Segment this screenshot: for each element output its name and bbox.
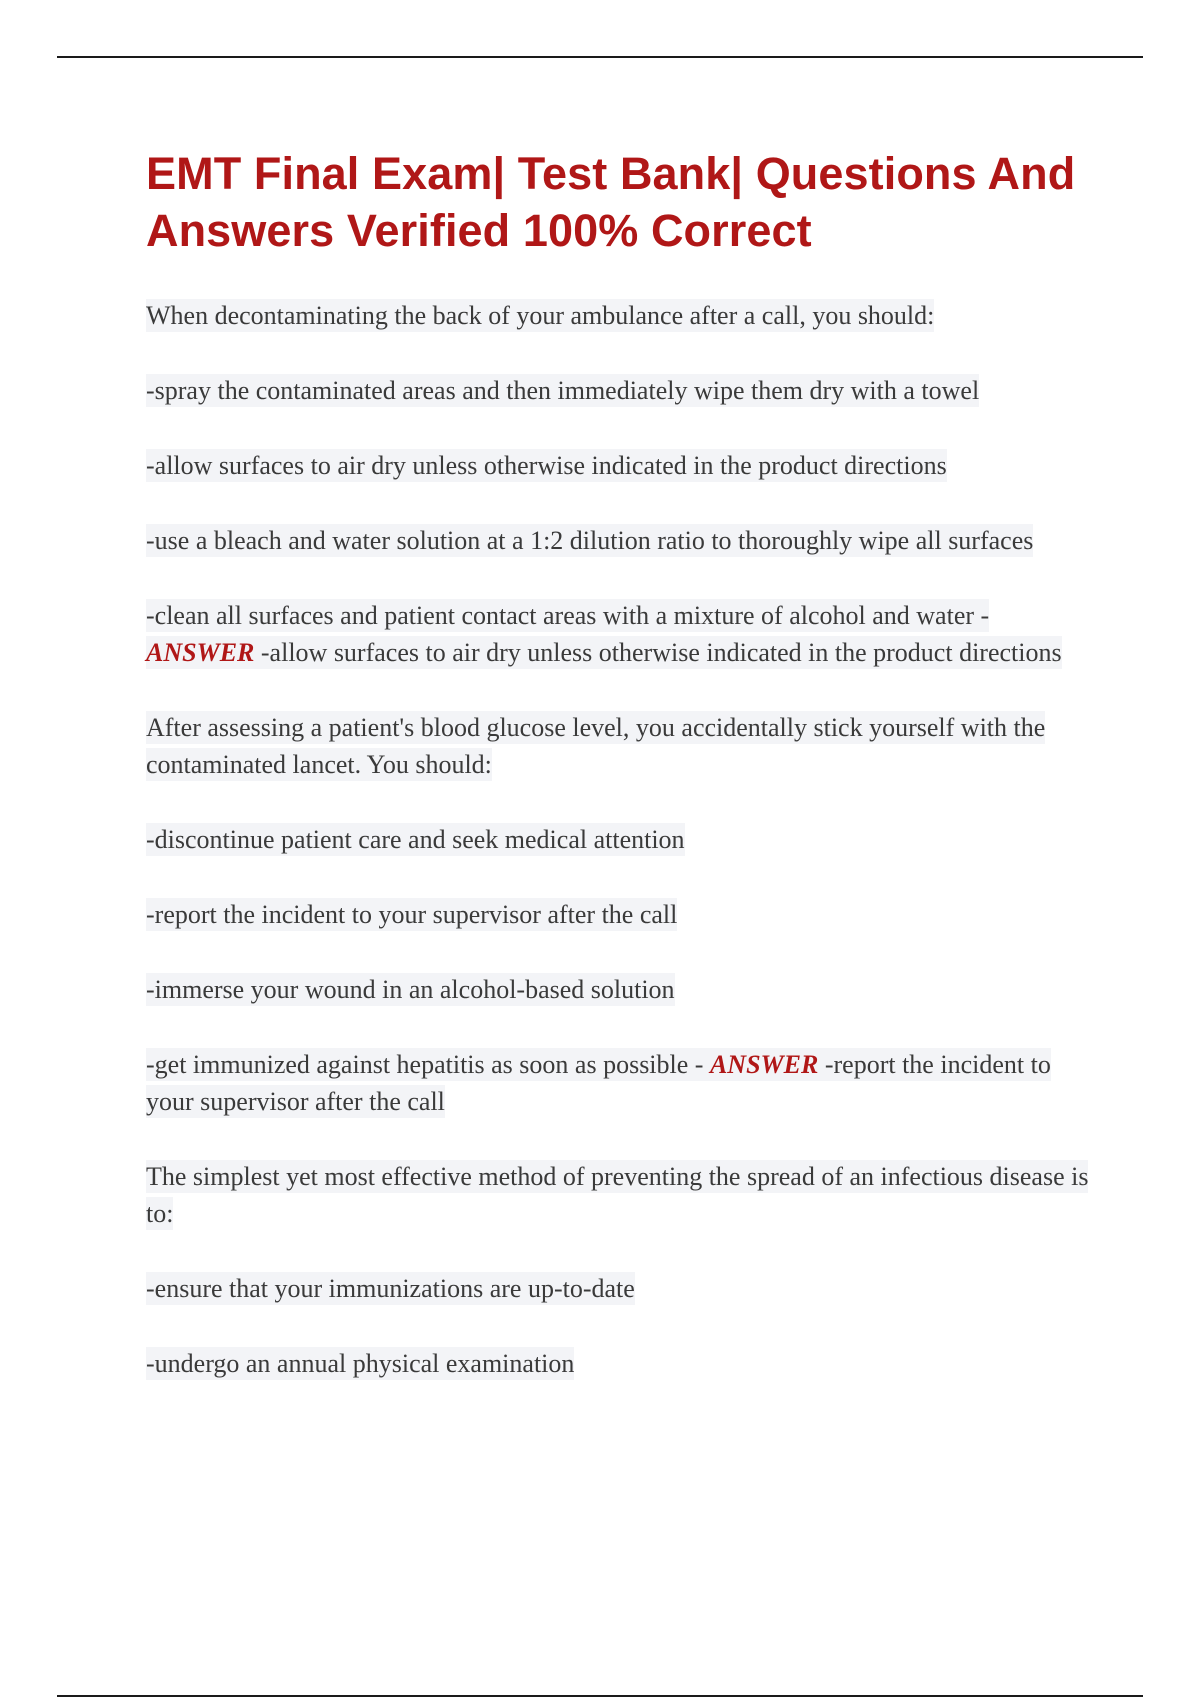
answer-label: ANSWER bbox=[146, 638, 255, 667]
question-3-option-2: -undergo an annual physical examination bbox=[146, 1349, 575, 1378]
document-body bbox=[146, 145, 1096, 1420]
answer-label: ANSWER bbox=[709, 1050, 819, 1079]
question-1-option-4-with-answer bbox=[146, 597, 1096, 671]
question-2-option-3: -immerse your wound in an alcohol-based solution bbox=[146, 975, 675, 1004]
question-2-text: After assessing a patient's blood glucose level, you accidentally stick yourself with the contaminated lancet. You should: bbox=[146, 713, 1046, 779]
question-3-text: The simplest yet most effective method of preventing the spread of an infectious disease is to: bbox=[146, 1162, 1089, 1228]
question-2-option-2: -report the incident to your supervisor after the call bbox=[146, 900, 678, 929]
question-1-text: When decontaminating the back of your ambulance after a call, you should: bbox=[146, 301, 935, 330]
question-2-option-4: -get immunized against hepatitis as soon as possible - bbox=[146, 1050, 704, 1079]
question-1-option-4: -clean all surfaces and patient contact areas with a mixture of alcohol and water - bbox=[146, 601, 990, 630]
bottom-rule bbox=[57, 1695, 1143, 1697]
top-rule bbox=[57, 56, 1143, 58]
question-1 bbox=[146, 297, 1096, 334]
question-1-option-1: -spray the contaminated areas and then immediately wipe them dry with a towel bbox=[146, 376, 980, 405]
question-3-option-1: -ensure that your immunizations are up-to-date bbox=[146, 1274, 635, 1303]
document-title: EMT Final Exam| Test Bank| Questions And Answers Verified 100% Correct bbox=[146, 148, 1076, 256]
question-2-answer: -report the incident to your supervisor after the call bbox=[146, 1050, 1051, 1116]
question-1-answer: -allow surfaces to air dry unless otherwise indicated in the product directions bbox=[260, 638, 1062, 667]
question-1-option-3: -use a bleach and water solution at a 1:2 dilution ratio to thoroughly wipe all surfaces bbox=[146, 526, 1034, 555]
question-2-option-1: -discontinue patient care and seek medical attention bbox=[146, 825, 685, 854]
question-2-option-4-with-answer bbox=[146, 1046, 1096, 1120]
question-1-option-2: -allow surfaces to air dry unless otherwise indicated in the product directions bbox=[146, 451, 947, 480]
question-3 bbox=[146, 1158, 1096, 1232]
question-2 bbox=[146, 709, 1096, 783]
